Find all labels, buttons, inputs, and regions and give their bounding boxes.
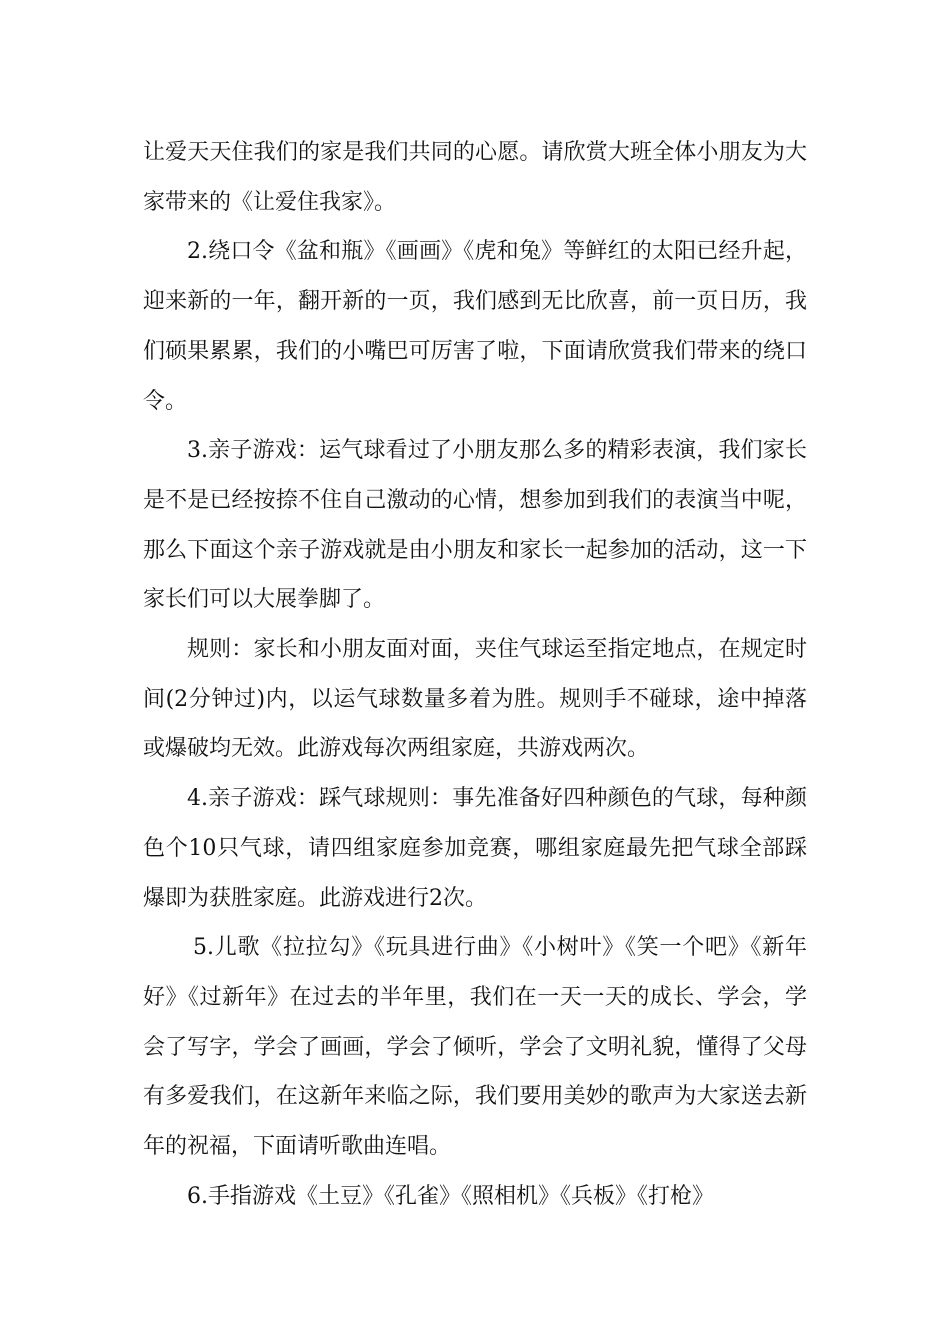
- paragraph-balloon-carry-game: 3.亲子游戏：运气球看过了小朋友那么多的精彩表演，我们家长是不是已经按捺不住自己激动的心情，想参加到我们的表演当中呢，那么下面这个亲子游戏就是由小朋友和家长一起参加的活动，这一下家长们可以大展拳脚了。: [143, 438, 807, 613]
- paragraph-finger-games: 6.手指游戏《土豆》《孔雀》《照相机》《兵板》《打枪》: [187, 1183, 714, 1209]
- paragraph-balloon-stomp-game: 4.亲子游戏：踩气球规则：事先准备好四种颜色的气球，每种颜色个10只气球，请四组家庭参加竞赛，哪组家庭最先把气球全部踩爆即为获胜家庭。此游戏进行2次。: [143, 786, 807, 911]
- document-body: [143, 128, 807, 1221]
- paragraph-song-intro: 让爱天天住我们的家是我们共同的心愿。请欣赏大班全体小朋友为大家带来的《让爱住我家》。: [143, 140, 807, 215]
- paragraph-game-rules: 规则：家长和小朋友面对面，夹住气球运至指定地点，在规定时间(2分钟过)内，以运气球数量多着为胜。规则手不碰球，途中掉落或爆破均无效。此游戏每次两组家庭，共游戏两次。: [143, 637, 807, 762]
- paragraph-nursery-rhymes: 5.儿歌《拉拉勾》《玩具进行曲》《小树叶》《笑一个吧》《新年好》《过新年》在过去的半年里，我们在一天一天的成长、学会，学会了写字，学会了画画，学会了倾听，学会了文明礼貌，懂得了父母有多爱我们，在这新年来临之际，我们要用美妙的歌声为大家送去新年的祝福，下面请听歌曲连唱。: [143, 935, 807, 1160]
- paragraph-tongue-twister: 2.绕口令《盆和瓶》《画画》《虎和兔》等鲜红的太阳已经升起，迎来新的一年，翻开新的一页，我们感到无比欣喜，前一页日历，我们硕果累累，我们的小嘴巴可厉害了啦，下面请欣赏我们带来的绕口令。: [143, 239, 807, 414]
